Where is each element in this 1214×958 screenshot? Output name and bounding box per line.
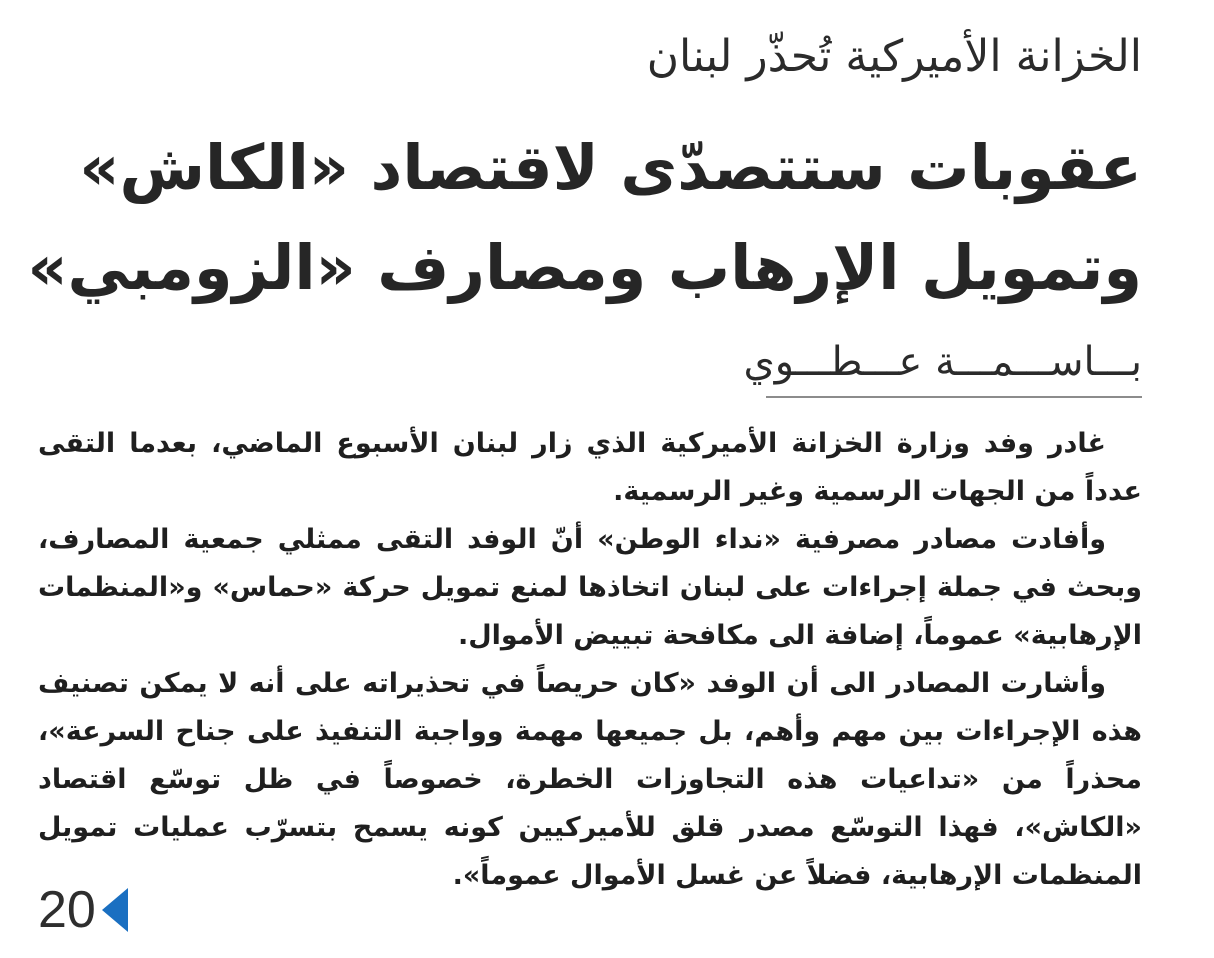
author-byline: بـــاســـمـــة عـــطـــوي bbox=[743, 339, 1142, 385]
body-paragraph: غادر وفد وزارة الخزانة الأميركية الذي زار لبنان الأسبوع الماضي، بعدما التقى عدداً من الجهات الرسمية وغير الرسمية. bbox=[38, 428, 1142, 507]
headline-line: عقوبات ستتصدّى لاقتصاد «الكاش» bbox=[79, 131, 1142, 204]
page-number: 20 bbox=[38, 881, 96, 939]
headline-line: وتمويل الإرهاب ومصارف «الزومبي» bbox=[27, 231, 1142, 304]
byline-divider bbox=[766, 396, 1142, 398]
article-headline bbox=[27, 118, 1142, 318]
page-number-block bbox=[38, 880, 128, 940]
body-paragraph: وأفادت مصادر مصرفية «نداء الوطن» أنّ الوفد التقى ممثلي جمعية المصارف، وبحث في جملة إجراءات على لبنان اتخاذها لمنع تمويل حركة «حماس» و«المنظمات الإرهابية» عموماً، إضافة الى مكافحة تبييض الأموال. bbox=[38, 524, 1142, 651]
article-body bbox=[38, 420, 1142, 900]
article-kicker: الخزانة الأميركية تُحذّر لبنان bbox=[646, 31, 1142, 82]
body-paragraph: وأشارت المصادر الى أن الوفد «كان حريصاً في تحذيراته على أنه لا يمكن تصنيف هذه الإجراءات بين مهم وأهم، بل جميعها مهمة وواجبة التنفيذ على جناح السرعة»، محذراً من «تداعيات هذه التجاوزات الخطرة، خصوصاً في ظل توسّع اقتصاد «الكاش»، فهذا التوسّع مصدر قلق للأميركيين كونه يسمح بتسرّب عمليات تمويل المنظمات الإرهابية، فضلاً عن غسل الأموال عموماً». bbox=[38, 668, 1142, 891]
left-triangle-icon bbox=[102, 888, 128, 932]
